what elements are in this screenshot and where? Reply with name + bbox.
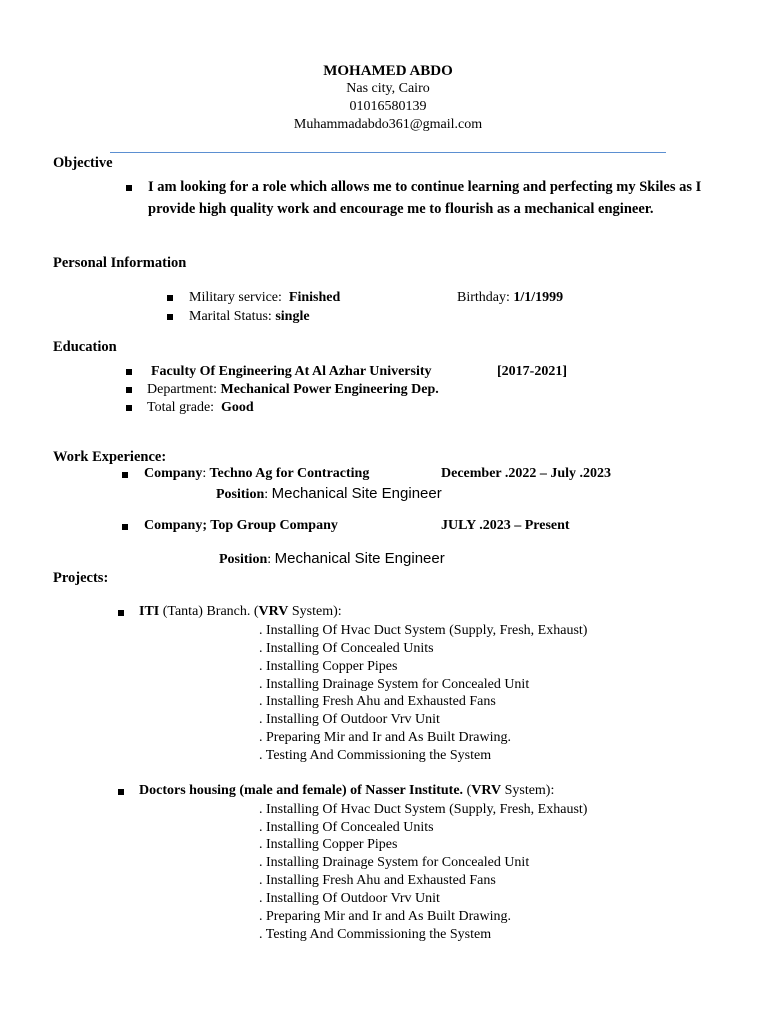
- bullet-icon: [118, 610, 124, 616]
- email-text: Muhammadabdo361@gmail.com: [293, 117, 483, 132]
- position-separator: :: [264, 487, 269, 502]
- project-name: ITI: [139, 604, 160, 619]
- project-detail: (Tanta) Branch. (: [159, 604, 259, 619]
- project-task: . Installing Fresh Ahu and Exhausted Fans: [259, 694, 496, 709]
- projects-heading: Projects:: [53, 570, 109, 586]
- project-task: . Installing Of Concealed Units: [259, 641, 434, 656]
- grade-label: Total grade:: [147, 400, 215, 415]
- phone-text: 01016580139: [349, 99, 427, 114]
- bullet-icon: [126, 405, 132, 411]
- company-separator: :: [202, 466, 207, 481]
- job-position: [219, 550, 445, 568]
- birthday-item: [457, 290, 563, 306]
- project-system: VRV: [471, 783, 502, 798]
- bullet-icon: [118, 789, 124, 795]
- bullet-icon: [167, 295, 173, 301]
- project-task: . Installing Drainage System for Concealed Unit: [259, 677, 530, 692]
- education-heading: Education: [53, 339, 117, 355]
- grade-value: Good: [221, 400, 254, 415]
- project-detail-end: System):: [501, 783, 555, 798]
- bullet-icon: [122, 524, 128, 530]
- birthday-value: 1/1/1999: [513, 290, 564, 305]
- job-dates: JULY .2023 – Present: [441, 518, 570, 533]
- position-separator: :: [267, 552, 272, 567]
- department-item: [147, 382, 439, 398]
- bullet-icon: [126, 387, 132, 393]
- marital-status-item: [189, 309, 310, 325]
- project-task: . Installing Copper Pipes: [259, 659, 398, 674]
- marital-label: Marital Status:: [189, 309, 272, 324]
- military-service-item: [189, 290, 340, 306]
- bullet-icon: [126, 369, 132, 375]
- project-task: . Testing And Commissioning the System: [259, 748, 492, 763]
- project-task: . Installing Of Hvac Duct System (Supply, Fresh, Exhaust): [259, 802, 588, 817]
- bullet-icon: [167, 314, 173, 320]
- company-name: Techno Ag for Contracting: [209, 466, 370, 481]
- project-system: VRV: [258, 604, 289, 619]
- project-task: . Installing Fresh Ahu and Exhausted Fans: [259, 873, 496, 888]
- company-name: Top Group Company: [210, 518, 338, 533]
- bullet-icon: [122, 472, 128, 478]
- university-name: Faculty Of Engineering At Al Azhar University: [151, 364, 432, 379]
- project-task: . Testing And Commissioning the System: [259, 927, 492, 942]
- objective-heading: Objective: [53, 155, 113, 171]
- objective-line-1: I am looking for a role which allows me to continue learning and perfecting my Skiles as I: [148, 179, 702, 195]
- department-label: Department:: [147, 382, 217, 397]
- company-label: Company;: [144, 518, 208, 533]
- project-task: . Installing Of Hvac Duct System (Supply, Fresh, Exhaust): [259, 623, 588, 638]
- personal-info-heading: Personal Information: [53, 255, 187, 271]
- project-task: . Installing Of Outdoor Vrv Unit: [259, 712, 440, 727]
- work-experience-heading: Work Experience:: [53, 449, 167, 465]
- grade-item: [147, 400, 254, 416]
- position-title: Mechanical Site Engineer: [271, 485, 442, 502]
- header-divider: [110, 152, 666, 153]
- job-company: [144, 466, 369, 482]
- company-label: Company: [144, 466, 203, 481]
- project-task: . Preparing Mir and Ir and As Built Drawing.: [259, 909, 511, 924]
- job-company: [144, 518, 338, 534]
- project-task: . Installing Drainage System for Concealed Unit: [259, 855, 530, 870]
- position-label: Position: [219, 552, 268, 567]
- position-title: Mechanical Site Engineer: [274, 550, 445, 567]
- military-value: Finished: [288, 290, 341, 305]
- job-position: [216, 485, 442, 503]
- job-dates: December .2022 – July .2023: [441, 466, 612, 481]
- project-title: [139, 783, 554, 799]
- resume-name: MOHAMED ABDO: [323, 63, 453, 79]
- project-task: . Preparing Mir and Ir and As Built Drawing.: [259, 730, 511, 745]
- position-label: Position: [216, 487, 265, 502]
- military-label: Military service:: [189, 290, 282, 305]
- birthday-label: Birthday:: [457, 290, 510, 305]
- address-text: Nas city, Cairo: [346, 81, 430, 96]
- project-task: . Installing Of Concealed Units: [259, 820, 434, 835]
- project-detail: (: [463, 783, 472, 798]
- project-task: . Installing Copper Pipes: [259, 837, 398, 852]
- department-value: Mechanical Power Engineering Dep.: [220, 382, 439, 397]
- bullet-icon: [126, 185, 132, 191]
- marital-value: single: [275, 309, 310, 324]
- project-title: [139, 604, 342, 620]
- objective-line-2: provide high quality work and encourage me to flourish as a mechanical engineer.: [148, 201, 654, 217]
- project-name: Doctors housing (male and female) of Nasser Institute.: [139, 783, 464, 798]
- project-task: . Installing Of Outdoor Vrv Unit: [259, 891, 440, 906]
- project-detail-end: System):: [288, 604, 342, 619]
- education-years: [2017-2021]: [497, 364, 567, 379]
